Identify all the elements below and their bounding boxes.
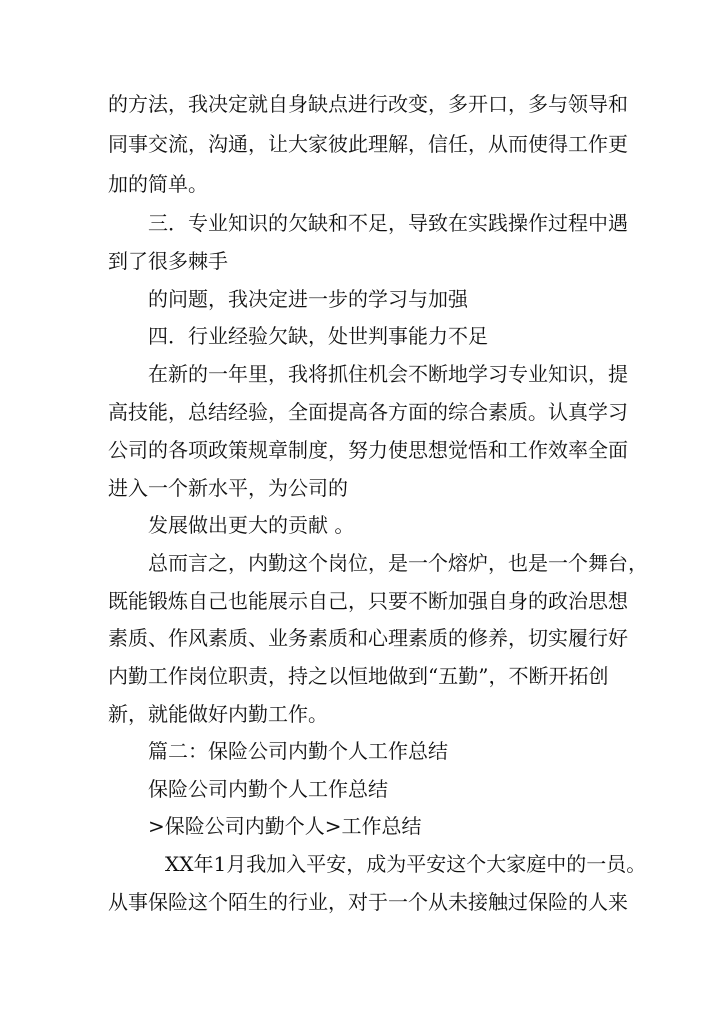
- paragraph-line: 从事保险这个陌生的行业，对于一个从未接触过保险的人来: [108, 890, 628, 914]
- paragraph-line: 内勤工作岗位职责，持之以恒地做到“五勤”，不断开拓创: [108, 664, 609, 688]
- paragraph-line: 总而言之，内勤这个岗位，是一个熔炉，也是一个舞台，: [148, 551, 648, 575]
- paragraph-line: 发展做出更大的贡献 。: [148, 513, 355, 537]
- paragraph-line: 的问题，我决定进一步的学习与加强: [148, 287, 468, 311]
- paragraph-line: 的方法，我决定就自身缺点进行改变，多开口，多与领导和: [108, 92, 628, 116]
- section-heading: 四．行业经验欠缺，处世判事能力不足: [148, 324, 488, 348]
- paragraph-line: 公司的各项政策规章制度，努力使思想觉悟和工作效率全面: [108, 438, 628, 462]
- paragraph-line: XX年1月我加入平安，成为平安这个大家庭中的一员。: [165, 852, 647, 876]
- paragraph-line: 素质、作风素质、业务素质和心理素质的修养，切实履行好: [108, 626, 628, 650]
- paragraph-line: 既能锻炼自己也能展示自己，只要不断加强自身的政治思想: [108, 589, 628, 613]
- paragraph-line: 到了很多棘手: [108, 249, 228, 273]
- section-heading: 三．专业知识的欠缺和不足，导致在实践操作过程中遇: [148, 211, 628, 235]
- paragraph-line: 加的简单。: [108, 172, 208, 196]
- article-heading: 篇二：保险公司内勤个人工作总结: [148, 739, 448, 763]
- paragraph-line: 高技能，总结经验，全面提高各方面的综合素质。认真学习: [108, 400, 628, 424]
- article-title: 保险公司内勤个人工作总结: [148, 777, 388, 801]
- paragraph-line: 在新的一年里，我将抓住机会不断地学习专业知识，提: [148, 362, 628, 386]
- article-subtitle: >保险公司内勤个人>工作总结: [148, 814, 422, 838]
- paragraph-line: 新，就能做好内勤工作。: [108, 702, 328, 726]
- paragraph-line: 进入一个新水平，为公司的: [108, 476, 348, 500]
- paragraph-line: 同事交流，沟通，让大家彼此理解，信任，从而使得工作更: [108, 132, 628, 156]
